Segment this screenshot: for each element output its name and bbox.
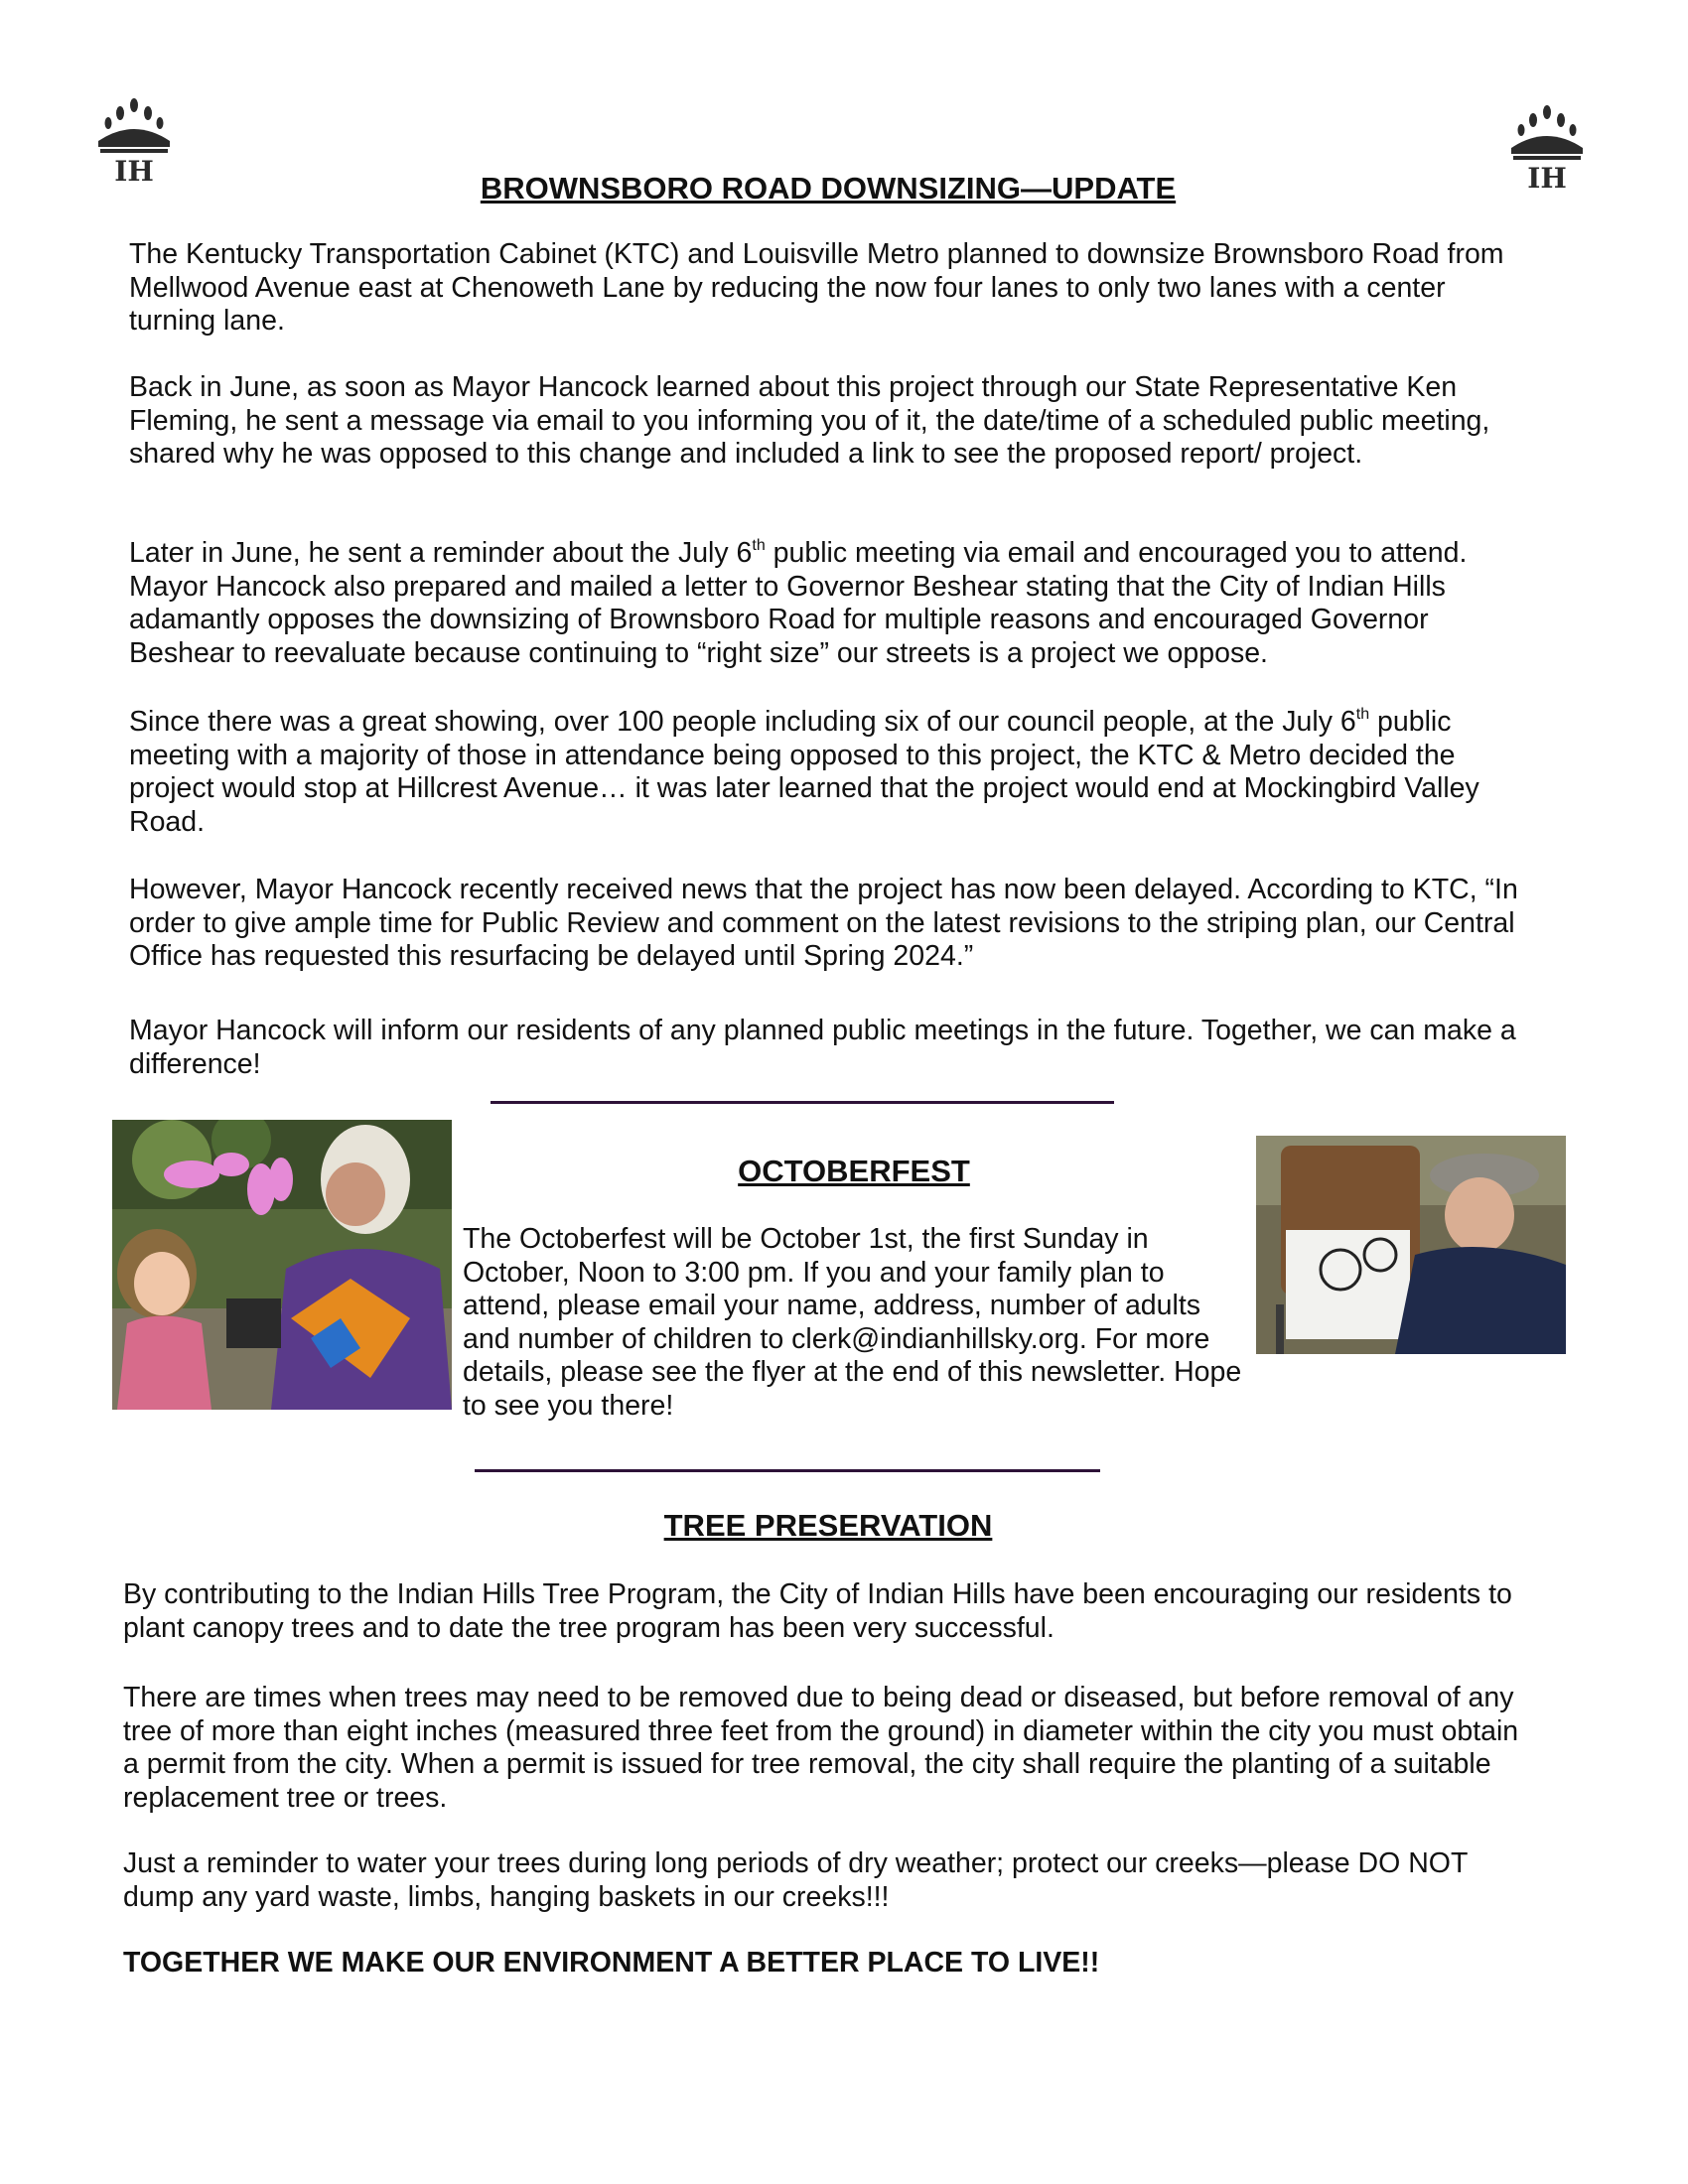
caricature-artist-photo: [1256, 1136, 1566, 1354]
svg-text:IH: IH: [114, 155, 154, 187]
tree-paragraph-1: By contributing to the Indian Hills Tree Program, the City of Indian Hills have been encouraging our residents to plant canopy trees and to date the tree program has been very successful.: [123, 1578, 1512, 1644]
tree-closing-statement: TOGETHER WE MAKE OUR ENVIRONMENT A BETTER PLACE TO LIVE!!: [123, 1947, 1100, 1979]
brownsboro-heading: BROWNSBORO ROAD DOWNSIZING—UPDATE: [480, 171, 1177, 205]
octoberfest-paragraph: The Octoberfest will be October 1st, the first Sunday in October, Noon to 3:00 pm. If you and your family plan to attend, please email your name, address, number of adults and number of children to clerk@indianhillsky.org. For more details, please see the flyer at the end of this newsletter. Hope to see you there!: [463, 1223, 1242, 1422]
tree-paragraph-3: Just a reminder to water your trees during long periods of dry weather; protect our creeks—please DO NOT dump any yard waste, limbs, hanging baskets in our creeks!!!: [123, 1847, 1468, 1913]
brownsboro-paragraph-4: Since there was a great showing, over 100 people including six of our council people, at the July 6th public meeting with a majority of those in attendance being opposed to this project, the KTC & Metro decided the project would stop at Hillcrest Avenue… it was later learned that the project would end at Mockingbird Valley Road.: [129, 706, 1479, 838]
brownsboro-paragraph-5: However, Mayor Hancock recently received news that the project has now been delayed. According to KTC, “In order to give ample time for Public Review and comment on the latest revisions to the striping plan, our Central Office has requested this resurfacing be delayed until Spring 2024.”: [129, 874, 1518, 972]
svg-text:IH: IH: [1527, 162, 1567, 194]
section-divider: [475, 1469, 1100, 1472]
brownsboro-paragraph-2: Back in June, as soon as Mayor Hancock learned about this project through our State Representative Ken Fleming, he sent a message via email to you informing you of it, the date/time of a scheduled public meeting, shared why he was opposed to this change and included a link to see the proposed report/ project.: [129, 371, 1490, 470]
octoberfest-heading: OCTOBERFEST: [738, 1154, 970, 1188]
brownsboro-paragraph-6: Mayor Hancock will inform our residents of any planned public meetings in the future. Together, we can make a difference!: [129, 1015, 1516, 1080]
brownsboro-paragraph-1: The Kentucky Transportation Cabinet (KTC) and Louisville Metro planned to downsize Brownsboro Road from Mellwood Avenue east at Chenoweth Lane by reducing the now four lanes to only two lanes with a center turning lane.: [129, 238, 1504, 337]
balloon-artist-photo: [112, 1120, 452, 1410]
section-divider: [491, 1101, 1114, 1104]
brownsboro-paragraph-3: Later in June, he sent a reminder about the July 6th public meeting via email and encouraged you to attend. Mayor Hancock also prepared and mailed a letter to Governor Beshear stating that the City of Indian Hills adamantly opposes the downsizing of Brownsboro Road for multiple reasons and encouraged Governor Beshear to reevaluate because continuing to “right size” our streets is a project we oppose.: [129, 537, 1468, 669]
tree-paragraph-2: There are times when trees may need to be removed due to being dead or diseased, but before removal of any tree of more than eight inches (measured three feet from the ground) in diameter within the city you must obtain a permit from the city. When a permit is issued for tree removal, the city shall require the planting of a suitable replacement tree or trees.: [123, 1682, 1519, 1814]
tree-preservation-heading: TREE PRESERVATION: [663, 1508, 993, 1543]
